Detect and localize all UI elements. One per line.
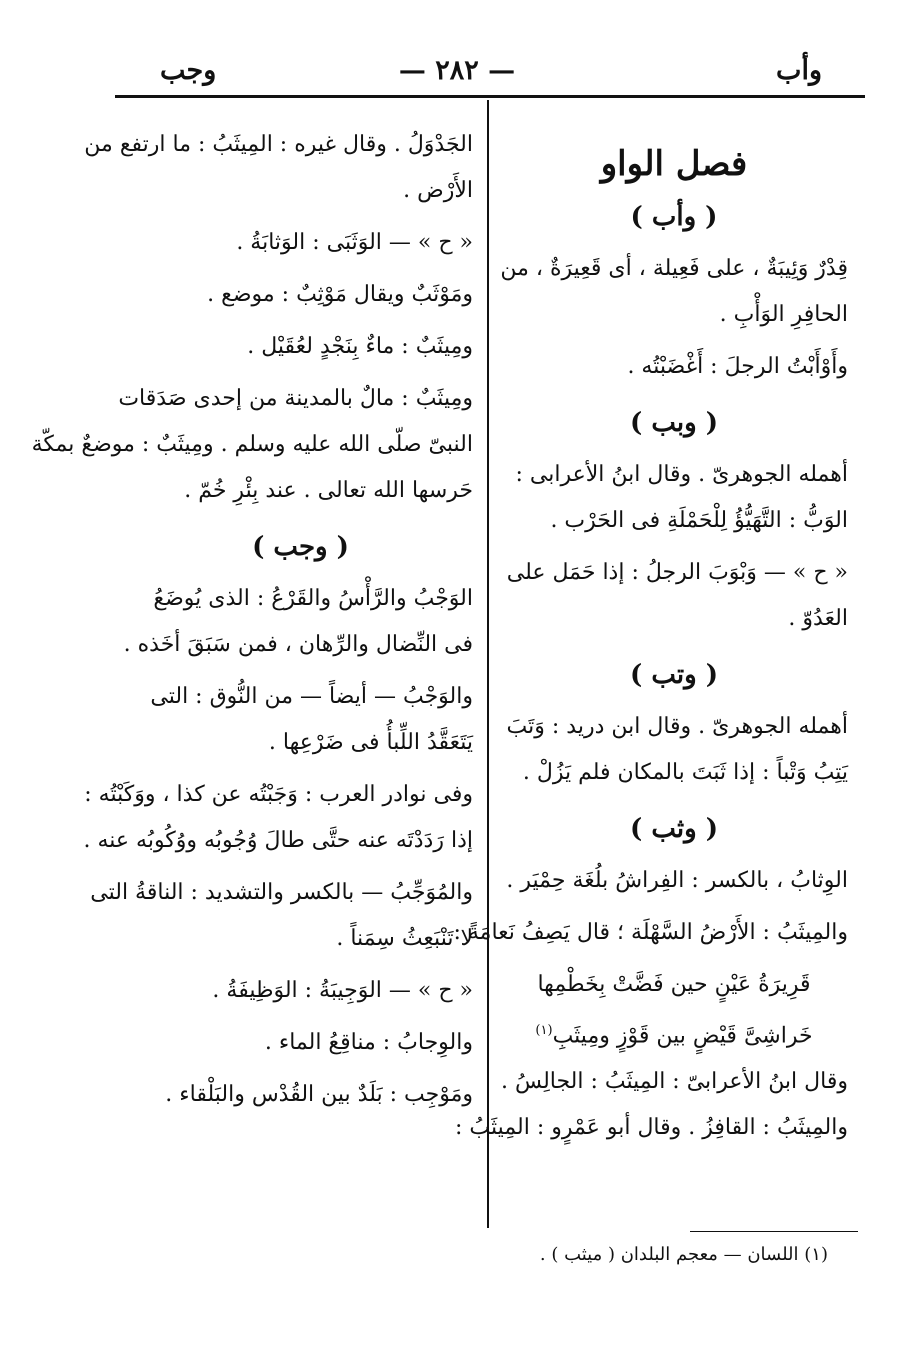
text-line: فى النِّضال والرِّهان ، فمن سَبَقَ أخَذه . (123, 632, 473, 657)
entry-text (128, 674, 473, 766)
entry-text (128, 1072, 473, 1118)
entry-text (453, 910, 848, 956)
text-line: حَرسها الله تعالى . عند بِئْرِ خُمّ . (184, 478, 473, 503)
text-line: ومَوْجِب : بَلَدٌ بين القُدْس والبَلْقاء . (165, 1082, 473, 1107)
entry-head: ( وجب ) (252, 532, 349, 562)
footnote: (١) اللسان — معجم البلدان ( ميثب ) . (539, 1244, 828, 1265)
entry-text (500, 550, 848, 642)
text-line: « ح » — الوَجِيبَةُ : الوَظِيفَةُ . (212, 978, 473, 1003)
entry-text (500, 246, 848, 338)
text-line: أهمله الجوهرىّ . وقال ابن دريد : وَتَبَ (506, 714, 848, 739)
text-line: يَتَعَقَّدُ اللِّبأُ فى ضَرْعِها . (268, 730, 473, 755)
entry-text (128, 968, 473, 1014)
verse-line (500, 1008, 848, 1059)
running-head-left: وجب (160, 55, 217, 86)
text-line: والمِيثَبُ : القافِزُ . وقال أبو عَمْرٍو : المِيثَبُ : (455, 1115, 848, 1141)
text-line: الوَبُّ : التَّهَيُّؤُ لِلْحَمْلَةِ فى الحَرْب . (550, 508, 848, 533)
text-line: ومَوْثَبٌ ويقال مَوْثِبٌ : موضع . (207, 282, 473, 307)
text-line: الجَدْوَلُ . وقال غيره : المِيثَبُ : ما ارتفع من (84, 132, 473, 157)
text-line: يَتِبُ وَتْباً : إذا ثَبَتَ بالمكان فلم يَزُلْ . (522, 760, 848, 785)
verse-line: قَرِيرَةُ عَيْنٍ حين فَضَّتْ بِخَطْمِها (537, 972, 811, 997)
entry-text (123, 576, 473, 668)
text-line: إذا رَدَدْتَه عنه حتَّى طالَ وُجُوبُه ووُكُوبُه عنه . (83, 828, 473, 853)
entry-head: ( وأب ) (630, 202, 718, 232)
text-line: ومِيثَبٌ : ماءٌ بِنَجْدٍ لعُقَيْل . (247, 334, 473, 359)
footnote-marker: (١) (535, 1023, 553, 1038)
text-line: وأَوْأَبْتُ الرجلَ : أَغْضَبْتُه . (627, 354, 848, 379)
header-rule (115, 95, 865, 98)
entry-head: ( وثب ) (629, 814, 719, 844)
entry-text (128, 324, 473, 370)
entry-text (500, 704, 848, 796)
text-line: والوِجابُ : مناقِعُ الماء . (264, 1030, 473, 1055)
entry-text (83, 772, 473, 864)
text-line: « ح » — وَبْوَبَ الرجلُ : إذا حَمَل على (506, 560, 848, 585)
text-line: النبىّ صلّى الله عليه وسلم . ومِيثَبٌ : موضعٌ بمكّة (31, 432, 473, 457)
verse-line-text: خَراشِىَّ قَيْضٍ بين قَوْزٍ ومِيثَبِ (552, 1023, 813, 1049)
entry-text (84, 122, 473, 214)
text-line: والوَجْبُ — أيضاً — من النُّوق : التى (150, 684, 473, 709)
text-line: الوَجْبُ والرَّأْسُ والقَرْعُ : الذى يُوضَعُ (153, 586, 473, 611)
entry-text (500, 858, 848, 904)
verse (500, 962, 848, 1059)
text-line: « ح » — الوَثَبَى : الوَثابَةُ . (236, 230, 473, 255)
entry-text (500, 344, 848, 390)
text-line: وقال ابنُ الأعرابىّ : المِيثَبُ : الجالِسُ . (501, 1069, 848, 1095)
entry-head: ( وتب ) (629, 660, 719, 690)
page-number: — ٢٨٢ — (398, 55, 516, 86)
column-divider (487, 100, 489, 1228)
text-line: لا تَنْبَعِثُ سِمَناً . (336, 926, 473, 951)
right-column (453, 122, 848, 1157)
entry-text (90, 870, 473, 962)
entry-text (128, 1020, 473, 1066)
text-line: العَدُوّ . (788, 606, 848, 631)
text-line: والمِيثَبُ : الأَرْضُ السَّهْلَة ؛ قال يَصِفُ نَعامَةً : (453, 920, 848, 945)
entry-text (455, 1059, 848, 1151)
entry-text (500, 452, 848, 544)
entry-text (128, 272, 473, 318)
text-line: وفى نوادر العرب : وَجَبْتُه عن كذا ، ووَكَبْتُه : (84, 782, 473, 807)
text-line: الحافِرِ الوَأْبِ . (719, 302, 848, 327)
text-line: ومِيثَبٌ : مالٌ بالمدينة من إحدى صَدَقات (118, 386, 473, 411)
text-line: والمُوَجِّبُ — بالكسر والتشديد : الناقةُ التى (90, 880, 473, 905)
text-line: قِدْرٌ وَئِيبَةٌ ، على فَعِيلة ، أى قَعِيرَةٌ ، من (500, 256, 848, 281)
text-line: أهمله الجوهرىّ . وقال ابنُ الأعرابى : (515, 462, 848, 487)
text-line: الأَرْض . (403, 178, 473, 203)
text-line: الوِثابُ ، بالكسر : الفِراشُ بلُغَة حِمْيَر . (506, 868, 848, 893)
running-head-right: وأب (776, 55, 822, 86)
left-column (31, 122, 473, 1124)
entry-text (128, 220, 473, 266)
section-title: فصل الواو (600, 144, 748, 184)
entry-text (31, 376, 473, 514)
footnote-rule (690, 1231, 858, 1232)
entry-head: ( وبب ) (629, 408, 719, 438)
